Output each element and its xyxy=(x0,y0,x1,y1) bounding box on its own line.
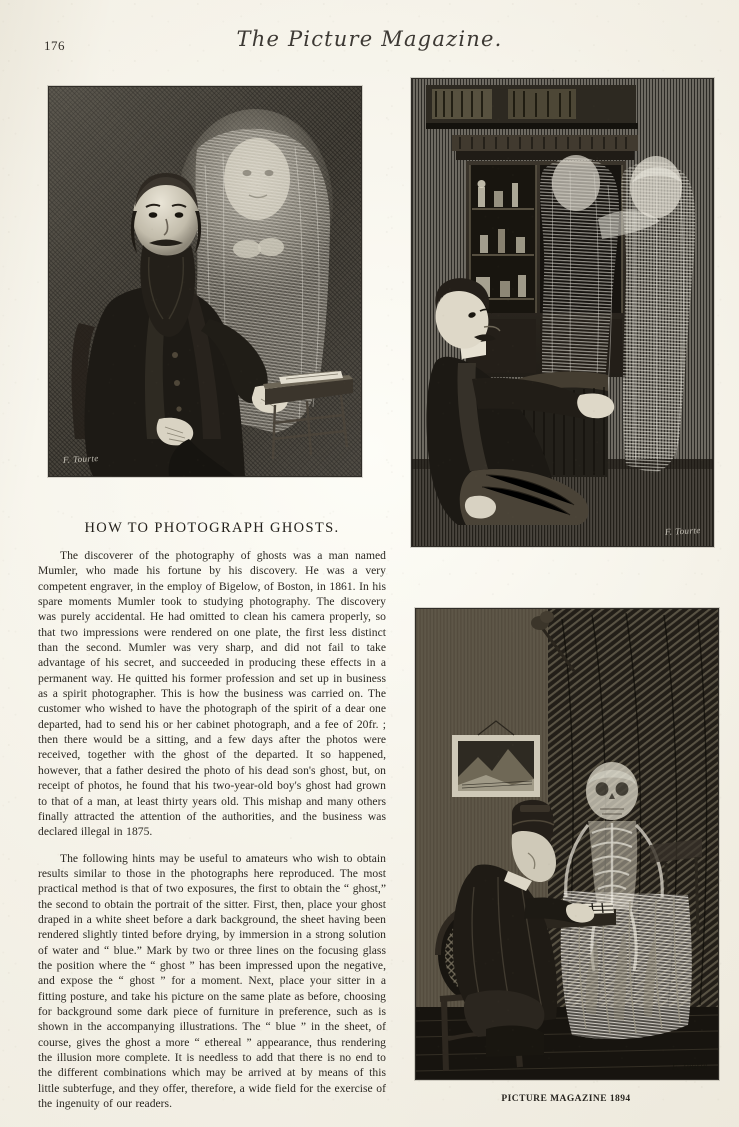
plate-1-figures xyxy=(49,87,361,476)
article-paragraph-2: The following hints may be useful to amateurs who wish to obtain results similar to those in the photographs here reproduced. The most practical method is that of two exposures, the first to obtain the “ ghost,” the second to obtain the portrait of the sitter. First, then, place your ghost draped in a white sheet before a dark background, the sheet having been rendered slightly tinted before drying, by immersion in a strong solution of water and “ blue.” Mark by two or three lines on the focusing glass the position where the “ ghost ” has been impressed upon the negative, and expose the “ ghost ” for a moment. Next, place your sitter in a fitting posture, and take his picture on the same plate as before, choosing for background some dark piece of furniture in preference, such as is shown in the accompanying illustrations. The “ blue ” in the sheet, of course, gives the ghost a more “ ethereal ” appearance, thus rendering the illusion more complete. It is needless to add that there is no end to the different combinations which may be arrived at by means of this little subterfuge, and they offer, therefore, a wide field for the exercise of the ingenuity of our readers. xyxy=(38,851,386,1111)
plate-2-figures xyxy=(412,79,713,546)
plate-2-artist-signature: F. Tourte xyxy=(665,525,702,537)
plate-credit-caption: PICTURE MAGAZINE 1894 xyxy=(501,1094,631,1104)
illustration-seated-man-with-veiled-ghost xyxy=(48,86,362,477)
page-folio-number: 176 xyxy=(44,38,65,53)
plate-3-figures xyxy=(416,609,718,1079)
plate-1-artist-signature: F. Tourte xyxy=(62,453,99,465)
article-title: HOW TO PHOTOGRAPH GHOSTS. xyxy=(84,520,340,536)
illustration-man-in-study-with-ghosts xyxy=(411,78,714,547)
plate-3-engraving xyxy=(416,609,718,1079)
page-masthead: The Picture Magazine. xyxy=(236,27,503,51)
plate-1-engraving xyxy=(49,87,361,476)
article-paragraph-1: The discoverer of the photography of ghosts was a man named Mumler, who made his fortune by his discovery. He was a very competent engraver, in the employ of Bigelow, of Boston, in 1861. In his spare moments Mumler took to studying photography. The discovery was purely accidental. He had omitted to clean his camera properly, so that two impressions were rendered on one plate, the first less distinct than the second. Mumler was very sharp, and did not fail to take advantage of his secret, and succeeded in producing these effects in a permanent way. He quitted his former profession and set up in business as a spirit photographer. This is how the business was carried on. The customer who wished to have the photograph of the spirit of a dear one departed, had to send his or her cabinet photograph, and a fee of 20fr. ; then there would be a sitting, and a few days after the photos were received, together with the ghost of the departed. It so happened, however, that a father desired the photo of his dead son's ghost, but, on receipt of photos, he found that his two-year-old boy's ghost had grown to that of a man, at least thirty years old. This mishap and many others finally attracted the attention of the authorities, and the business was declared illegal in 1875. xyxy=(38,549,386,839)
plate-3-artist-signature: F. Tourte xyxy=(672,1060,709,1072)
plate-2-engraving xyxy=(412,79,713,546)
article-body xyxy=(38,520,386,1111)
illustration-writer-with-skeleton-ghost xyxy=(415,608,719,1080)
